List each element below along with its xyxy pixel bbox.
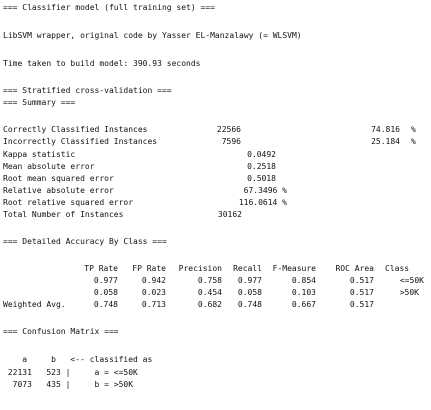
summary-value: 30162 xyxy=(217,210,242,219)
column-header: Recall xyxy=(233,264,262,273)
table-cell: 0.942 xyxy=(141,276,166,285)
table-cell: 0.748 xyxy=(237,300,262,309)
table-cell: 0.517 xyxy=(349,288,374,297)
table-cell: 0.854 xyxy=(291,276,316,285)
summary-percent-unit: % xyxy=(411,125,416,134)
table-cell: 0.103 xyxy=(291,288,316,297)
confusion-row: 22131 523 | a = <=50K xyxy=(3,368,138,377)
summary-value: 7596 xyxy=(221,137,241,146)
table-cell: 0.977 xyxy=(93,276,118,285)
wrapper-line: LibSVM wrapper, original code by Yasser EL-Manzalawy (= WLSVM) xyxy=(3,31,302,40)
build-time-line: Time taken to build model: 390.93 seconds xyxy=(3,59,201,68)
summary-label: Incorrectly Classified Instances xyxy=(3,137,158,146)
column-header: Precision xyxy=(178,264,222,273)
column-header: F-Measure xyxy=(272,264,316,273)
summary-value: 67.3496 % xyxy=(243,186,287,195)
summary-value: 116.0614 % xyxy=(238,198,287,207)
table-cell: 0.023 xyxy=(141,288,166,297)
cv-heading: === Stratified cross-validation === xyxy=(3,86,172,95)
summary-label: Mean absolute error xyxy=(3,162,95,171)
table-cell: 0.058 xyxy=(93,288,118,297)
summary-label: Kappa statistic xyxy=(3,150,76,159)
column-header: ROC Area xyxy=(335,264,374,273)
confusion-row: 7073 435 | b = >50K xyxy=(3,380,134,389)
summary-percent: 25.184 xyxy=(371,137,400,146)
summary-value: 0.0492 xyxy=(247,150,276,159)
accuracy-heading: === Detailed Accuracy By Class === xyxy=(3,237,167,246)
summary-label: Root relative squared error xyxy=(3,198,134,207)
table-cell: 0.667 xyxy=(291,300,316,309)
model-heading: === Classifier model (full training set) === xyxy=(3,3,215,12)
column-header: TP Rate xyxy=(84,264,118,273)
confusion-header: a b <-- classified as xyxy=(3,355,153,364)
summary-label: Root mean squared error xyxy=(3,174,114,183)
summary-label: Correctly Classified Instances xyxy=(3,125,148,134)
row-label: Weighted Avg. xyxy=(3,300,66,309)
summary-percent-unit: % xyxy=(411,137,416,146)
table-cell: 0.517 xyxy=(349,276,374,285)
table-cell: 0.758 xyxy=(197,276,222,285)
summary-value: 22566 xyxy=(216,125,241,134)
table-cell: 0.748 xyxy=(93,300,118,309)
table-cell: 0.713 xyxy=(141,300,166,309)
table-cell: 0.977 xyxy=(237,276,262,285)
table-cell: 0.517 xyxy=(349,300,374,309)
table-cell: >50K xyxy=(399,288,419,297)
table-cell: <=50K xyxy=(399,276,424,285)
table-cell: 0.058 xyxy=(237,288,262,297)
table-cell: 0.454 xyxy=(197,288,222,297)
summary-label: Total Number of Instances xyxy=(3,210,124,219)
summary-heading: === Summary === xyxy=(3,98,76,107)
summary-value: 0.5018 xyxy=(247,174,276,183)
column-header: FP Rate xyxy=(132,264,166,273)
summary-label: Relative absolute error xyxy=(3,186,114,195)
confusion-heading: === Confusion Matrix === xyxy=(3,327,119,336)
summary-value: 0.2518 xyxy=(247,162,276,171)
column-header: Class xyxy=(385,264,410,273)
summary-percent: 74.816 xyxy=(371,125,400,134)
table-cell: 0.682 xyxy=(197,300,222,309)
